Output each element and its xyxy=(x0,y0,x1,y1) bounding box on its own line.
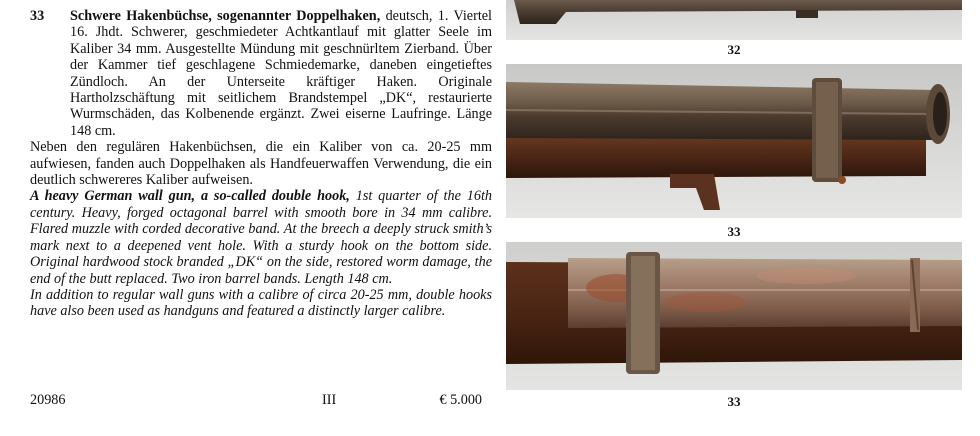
photo-caption-32: 32 xyxy=(727,42,741,57)
lot-description-german: deutsch, 1. Viertel 16. Jhdt. Schwerer, geschmiedeter Achtkantlauf mit glatter Seele im Kaliber 34 mm. Ausgestellte Mündung mit geschnürltem Zierband. Über der Kammer tief geschlagene Schmiedemarke, daneben eingetieftes Zündloch. An der Unterseite kräftiger Haken. Originale Hartholzschäftung mit seitlichem Brandstempel „DK“, restaurierte Wurmschäden, das Kolbenende ergänzt. Zwei eiserne Laufringe. Länge 148 cm. xyxy=(70,8,492,139)
condition-grade: III xyxy=(322,392,337,408)
photo-lot-33-muzzle xyxy=(506,64,962,218)
lot-price: € 5.000 xyxy=(439,392,482,408)
lot-note-english: In addition to regular wall guns with a calibre of circa 20-25 mm, double hooks have also been used as handguns and featured a distinctly larger calibre. xyxy=(30,286,492,320)
photo-lot-32 xyxy=(506,0,962,40)
inventory-number: 20986 xyxy=(30,392,66,408)
lot-title-german: Schwere Hakenbüchse, sogenannter Doppelhaken, xyxy=(70,8,381,24)
lot-footer xyxy=(30,392,482,409)
lot-description xyxy=(30,8,492,320)
lot-note-german: Neben den regulären Hakenbüchsen, die ein Kaliber von ca. 20-25 mm aufwiesen, fanden auch Doppelhaken als Handfeuerwaffen Verwendung, die ein deutlich schwereres Kaliber aufweisen. xyxy=(30,139,492,189)
lot-title-english: A heavy German wall gun, a so-called double hook, xyxy=(30,188,350,205)
photo-caption-33-breech: 33 xyxy=(727,394,741,409)
lot-header xyxy=(30,8,492,139)
photo-lot-33-breech xyxy=(506,242,962,390)
photo-caption-33-muzzle: 33 xyxy=(727,224,741,239)
lot-number: 33 xyxy=(30,8,45,24)
lot-description-english: 1st quarter of the 16th century. Heavy, forged octagonal barrel with smooth bore in 34 mm calibre. Flared muzzle with corded decorative band. At the breech a deeply struck smith’s mark next to a deepened vent hole. With a sturdy hook on the bottom side. Original hardwood stock branded „DK“ on the side, restored worm damage, the end of the butt replaced. Two iron barrel bands. Length 148 cm. xyxy=(30,188,492,287)
